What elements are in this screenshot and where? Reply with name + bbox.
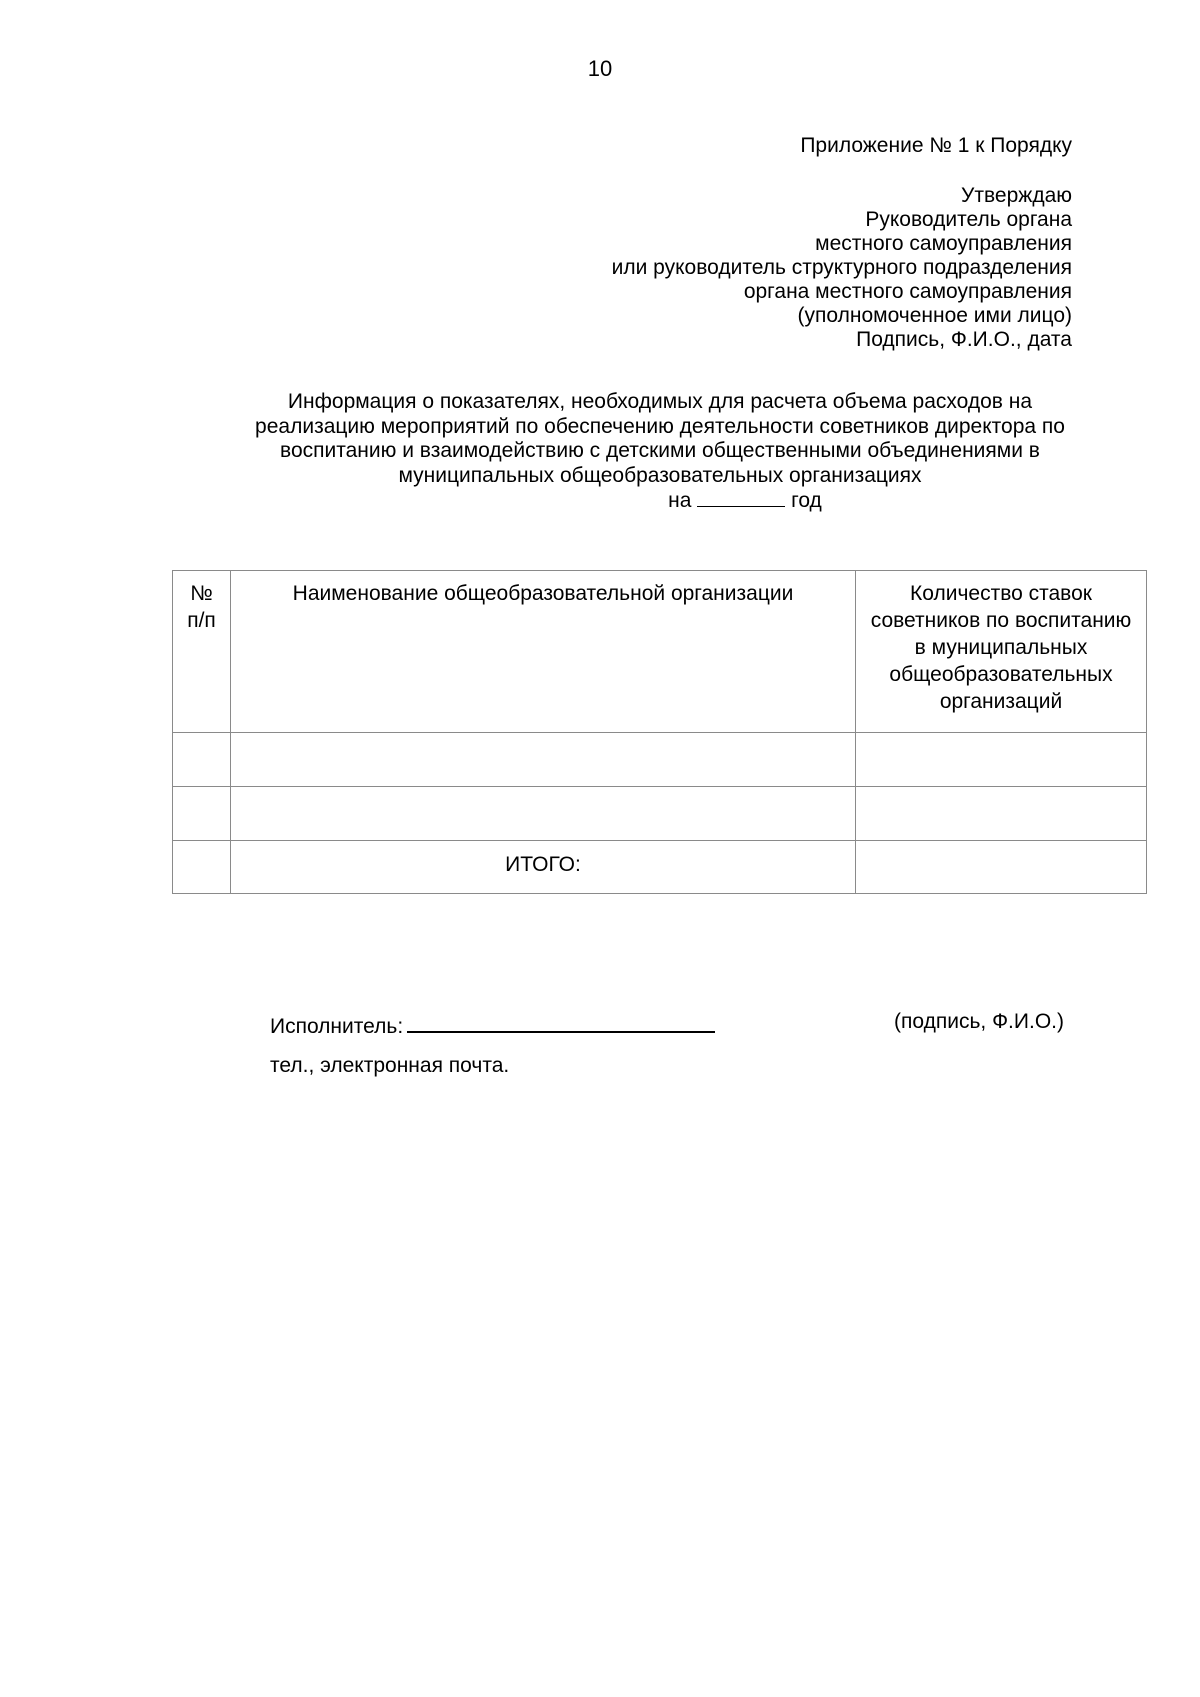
row-name-cell[interactable] [231, 787, 856, 841]
row-num-cell[interactable] [173, 733, 231, 787]
title-line: воспитанию и взаимодействию с детскими общественными объединениями в [280, 439, 1040, 462]
contacts-label: тел., электронная почта. [270, 1054, 510, 1077]
row-count-cell[interactable] [856, 733, 1147, 787]
table-row [173, 787, 1147, 841]
year-prefix: на [668, 489, 692, 512]
title-year-line [210, 488, 1110, 514]
total-label-cell: ИТОГО: [231, 841, 856, 894]
header-num-cell [173, 571, 231, 733]
title-line: муниципальных общеобразовательных организациях [398, 463, 922, 487]
table-total-row [173, 841, 1147, 894]
row-count-cell[interactable] [856, 787, 1147, 841]
indicators-table [172, 570, 1147, 894]
header-count-line: Количество ставок [910, 582, 1092, 605]
approval-line: Утверждаю [961, 184, 1072, 207]
signature-hint: (подпись, Ф.И.О.) [894, 1010, 1064, 1033]
page-number: 10 [587, 56, 613, 81]
title-line: Информация о показателях, необходимых для расчета объема расходов на [287, 390, 1033, 413]
approval-line: Руководитель органа [865, 208, 1072, 231]
table-row [173, 733, 1147, 787]
year-blank-field[interactable] [697, 488, 785, 507]
header-num-line: п/п [187, 609, 216, 632]
executor-blank-field[interactable] [407, 1010, 715, 1033]
total-count-cell[interactable] [856, 841, 1147, 894]
appendix-label: Приложение № 1 к Порядку [800, 134, 1072, 157]
approval-line: или руководитель структурного подразделения [611, 256, 1072, 279]
document-title [210, 390, 1110, 514]
approval-line: Подпись, Ф.И.О., дата [856, 328, 1072, 351]
total-num-cell [173, 841, 231, 894]
row-name-cell[interactable] [231, 733, 856, 787]
header-count-line: общеобразовательных [889, 663, 1113, 686]
header-num-line: № [190, 582, 213, 605]
row-num-cell[interactable] [173, 787, 231, 841]
approval-line: органа местного самоуправления [743, 280, 1072, 303]
approval-line: местного самоуправления [815, 232, 1072, 255]
header-count-line: в муниципальных [914, 636, 1088, 659]
header-count-cell [856, 571, 1147, 733]
table-header-row [173, 571, 1147, 733]
executor-label: Исполнитель: [270, 1015, 404, 1038]
year-suffix: год [791, 489, 822, 512]
header-count-line: советников по воспитанию [870, 609, 1132, 632]
header-name-cell: Наименование общеобразовательной организации [231, 571, 856, 733]
title-line: реализацию мероприятий по обеспечению деятельности советников директора по [255, 414, 1065, 438]
approval-line: (уполномоченное ими лицо) [797, 304, 1072, 327]
executor-line [270, 1010, 715, 1039]
approval-block [612, 184, 1072, 352]
header-count-line: организаций [939, 690, 1063, 713]
